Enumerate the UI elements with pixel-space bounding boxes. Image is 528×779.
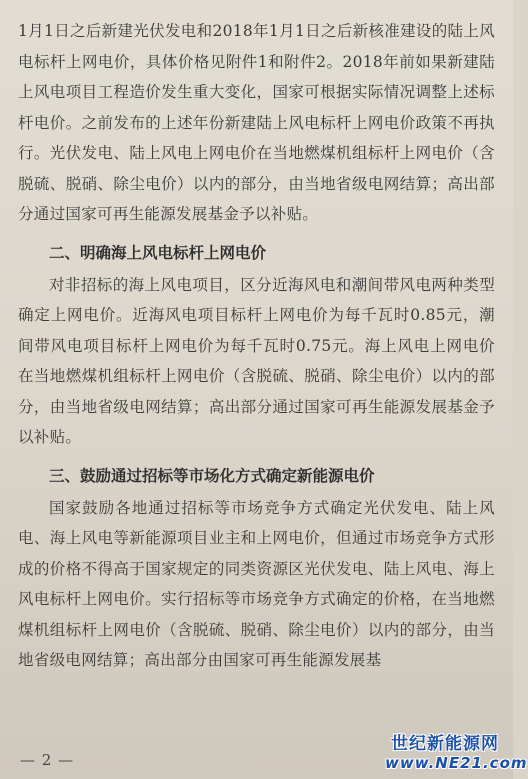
section-heading-3: 三、鼓励通过招标等市场化方式确定新能源电价 — [49, 466, 375, 485]
section-heading-2: 二、明确海上风电标杆上网电价 — [49, 243, 267, 262]
watermark-title: 世纪新能源网 — [391, 734, 499, 754]
watermark-url: www.NE21.com — [385, 754, 528, 772]
paragraph-section-2: 对非招标的海上风电项目，区分近海风电和潮间带风电两种类型确定上网电价。近海风电项目标杆上网电价为每千瓦时0.85元，潮间带风电项目标杆上网电价为每千瓦时0.75元。海上风电上网电价在当地燃煤机组标杆上网电价（含脱硫、脱硝、除尘电价）以内的部分，由当地省级电网结算；高出部分通过国家可再生能源发展基金予以补贴。 — [18, 275, 495, 446]
page-number: — 2 — — [20, 751, 75, 769]
paragraph-section-3: 国家鼓励各地通过招标等市场竞争方式确定光伏发电、陆上风电、海上风电等新能源项目业主和上网电价，但通过市场竞争方式形成的价格不得高于国家规定的同类资源区光伏发电、陆上风电、海上风电标杆上网电价。实行招标等市场竞争方式确定的价格，在当地燃煤机组标杆上网电价（含脱硫、脱硝、除尘电价）以内的部分，由当地省级电网结算；高出部分由国家可再生能源发展基 — [18, 498, 495, 669]
paragraph-intro: 1月1日之后新建光伏发电和2018年1月1日之后新核准建设的陆上风电标杆上网电价，具体价格见附件1和附件2。2018年前如果新建陆上风电项目工程造价发生重大变化，国家可根据实际情况调整上述标杆电价。之前发布的上述年份新建陆上风电标杆上网电价政策不再执行。光伏发电、陆上风电上网电价在当地燃煤机组标杆上网电价（含脱硫、脱硝、除尘电价）以内的部分，由当地省级电网结算；高出部分通过国家可再生能源发展基金予以补贴。 — [18, 22, 495, 223]
watermark-logo — [385, 729, 528, 773]
